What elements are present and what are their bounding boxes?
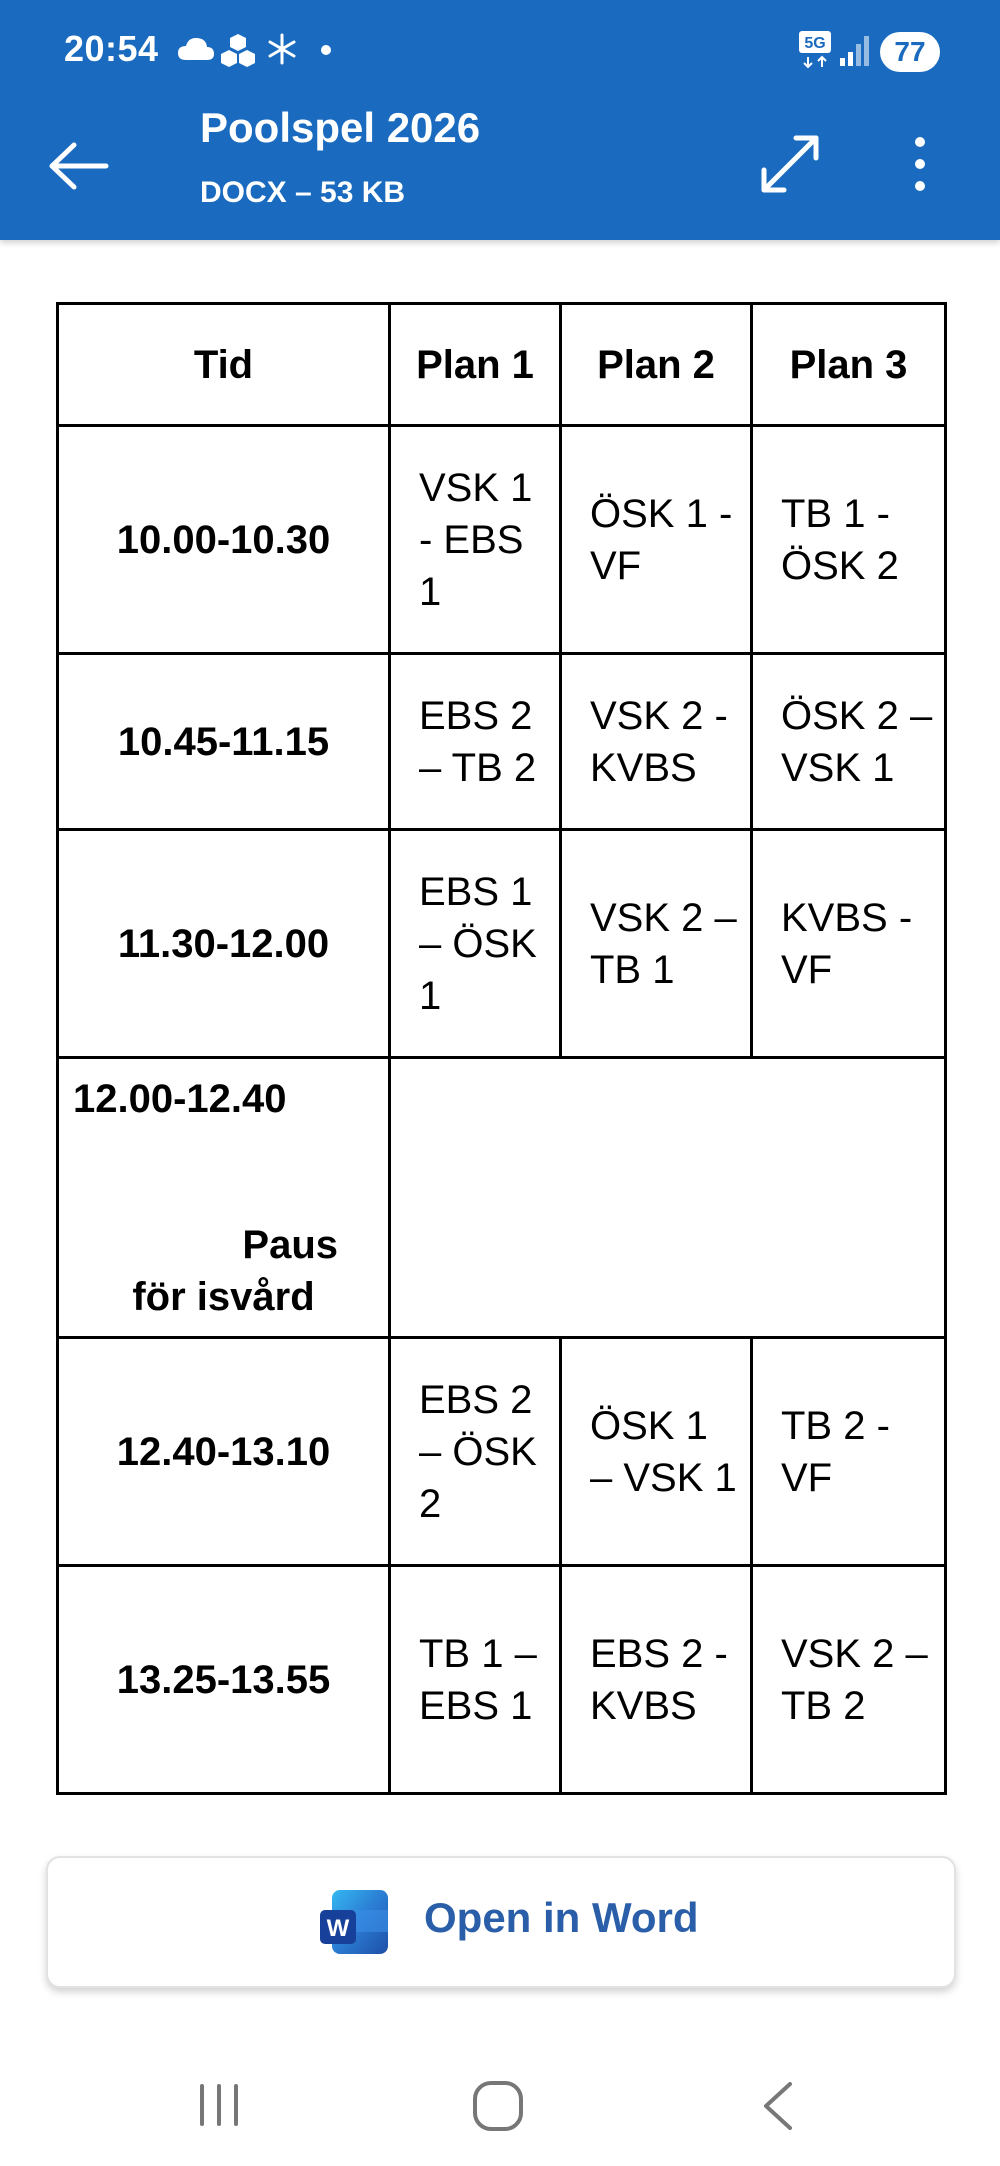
schedule-table [56, 302, 947, 1795]
match-cell: EBS 1 – ÖSK 1 [390, 830, 561, 1058]
more-notifications-dot-icon [320, 44, 332, 56]
header-tid: Tid [58, 304, 390, 426]
back-arrow-icon[interactable] [40, 128, 116, 204]
pause-label-line2: för isvård [132, 1275, 315, 1319]
home-icon[interactable] [470, 2078, 526, 2134]
table-row [58, 426, 946, 654]
document-title: Poolspel 2026 [200, 104, 481, 151]
status-bar [0, 0, 1000, 100]
table-row [58, 830, 946, 1058]
status-time: 20:54 [64, 28, 159, 69]
pause-cell [58, 1058, 390, 1338]
header-plan-1: Plan 1 [390, 304, 561, 426]
battery-indicator: 77 [880, 32, 940, 72]
expand-icon[interactable] [756, 130, 824, 198]
time-cell: 10.00-10.30 [58, 426, 390, 654]
app-bar [0, 0, 1000, 240]
svg-text:5G: 5G [804, 35, 826, 52]
match-cell: ÖSK 2 – VSK 1 [752, 654, 946, 830]
system-nav-bar [0, 2060, 1000, 2166]
match-cell: ÖSK 1 – VSK 1 [561, 1338, 752, 1566]
match-cell: EBS 2 - KVBS [561, 1566, 752, 1794]
signal-icon [838, 32, 870, 68]
pause-empty-cell [390, 1058, 946, 1338]
document-preview [56, 302, 947, 1795]
cloud-icon [176, 32, 216, 66]
time-cell: 12.40-13.10 [58, 1338, 390, 1566]
match-cell: ÖSK 1 - VF [561, 426, 752, 654]
time-cell: 13.25-13.55 [58, 1566, 390, 1794]
word-app-icon [318, 1888, 390, 1956]
recent-apps-icon[interactable] [194, 2080, 244, 2130]
table-row [58, 1338, 946, 1566]
match-cell: TB 1 – EBS 1 [390, 1566, 561, 1794]
match-cell: TB 2 - VF [752, 1338, 946, 1566]
table-header-row [58, 304, 946, 426]
pause-label: Paus [242, 1223, 338, 1267]
match-cell: VSK 1 - EBS 1 [390, 426, 561, 654]
app-notification-icon [218, 32, 258, 70]
document-subtitle: DOCX – 53 KB [200, 176, 406, 209]
open-in-word-button[interactable] [46, 1856, 956, 1988]
pause-row [58, 1058, 946, 1338]
time-cell: 11.30-12.00 [58, 830, 390, 1058]
pause-time: 12.00-12.40 [73, 1077, 287, 1121]
match-cell: EBS 2 – ÖSK 2 [390, 1338, 561, 1566]
network-5g-icon [798, 30, 832, 70]
header-plan-3: Plan 3 [752, 304, 946, 426]
match-cell: TB 1 - ÖSK 2 [752, 426, 946, 654]
time-cell: 10.45-11.15 [58, 654, 390, 830]
snowflake-icon [266, 32, 298, 66]
match-cell: EBS 2 – TB 2 [390, 654, 561, 830]
match-cell: KVBS - VF [752, 830, 946, 1058]
nav-back-icon[interactable] [758, 2078, 798, 2134]
table-row [58, 1566, 946, 1794]
header-plan-2: Plan 2 [561, 304, 752, 426]
match-cell: VSK 2 - KVBS [561, 654, 752, 830]
table-row [58, 654, 946, 830]
more-options-icon[interactable] [896, 130, 944, 198]
open-in-word-label: Open in Word [424, 1894, 699, 1941]
match-cell: VSK 2 – TB 1 [561, 830, 752, 1058]
match-cell: VSK 2 – TB 2 [752, 1566, 946, 1794]
svg-text:W: W [326, 1915, 350, 1942]
